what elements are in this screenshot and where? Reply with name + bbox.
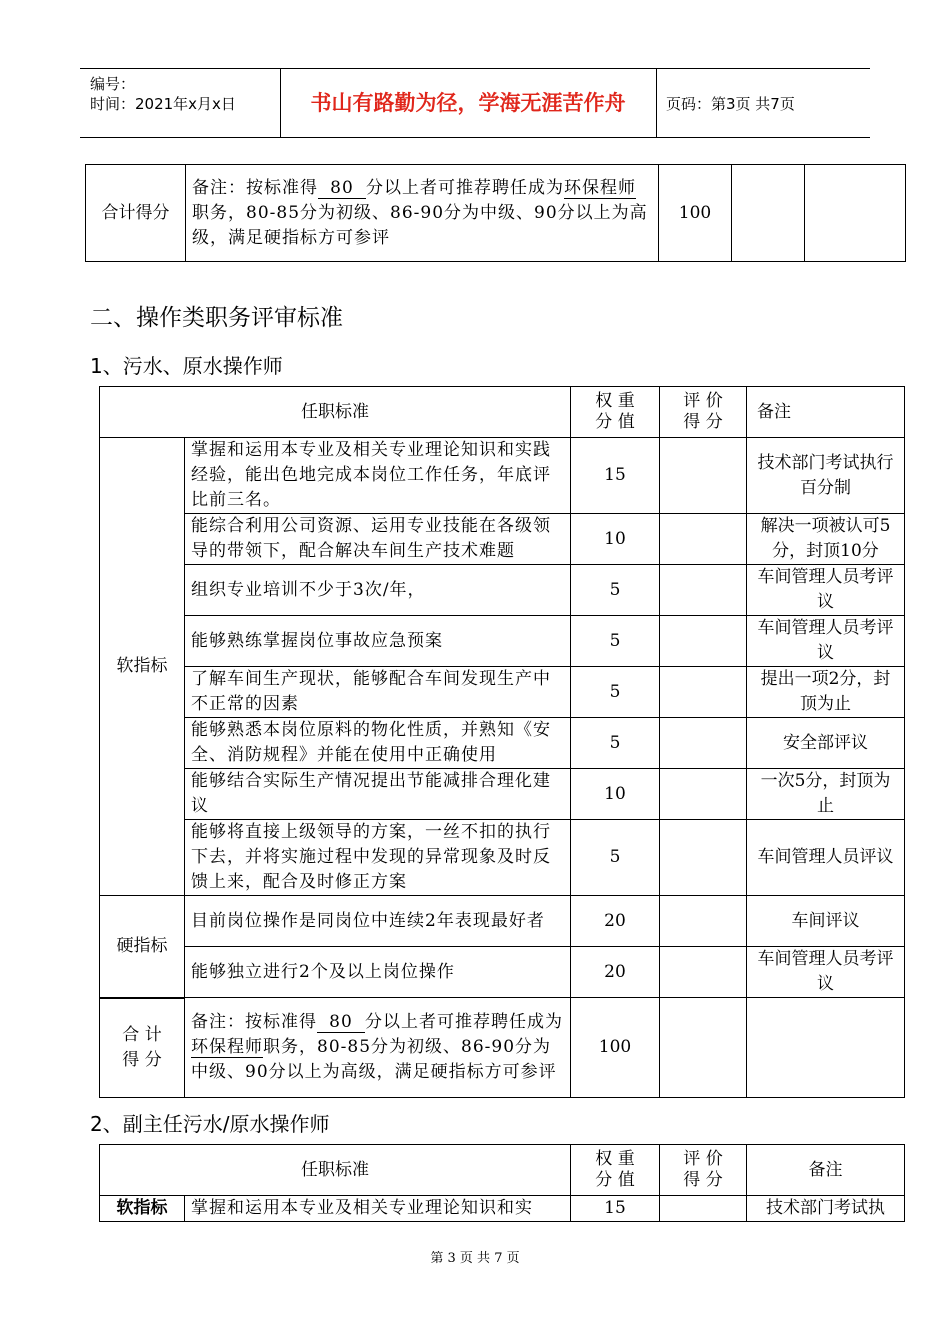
soft-row-8-text: 能够将直接上级领导的方案，一丝不扣的执行下去，并将实施过程中发现的异常现象及时反馈上来，配合及时修正方案 [185, 820, 571, 896]
hard-row-1-text: 目前岗位操作是同岗位中连续2年表现最好者 [185, 896, 571, 947]
t2-header-weight: 权 重 分 值 [571, 1145, 660, 1196]
top-total-note [186, 165, 659, 262]
note-score: 80 [318, 178, 366, 199]
soft-row-2-text: 能综合利用公司资源、运用专业技能在各级领导的带领下，配合解决车间生产技术难题 [185, 514, 571, 565]
subsection-1-title: 1、污水、原水操作师 [90, 354, 283, 378]
soft-row-1-text: 掌握和运用本专业及相关专业理论知识和实践经验，能出色地完成本岗位工作任务，年底评比前三名。 [185, 438, 571, 514]
soft-row-3-score [660, 565, 747, 616]
section-two-title: 二、操作类职务评审标准 [90, 305, 343, 331]
total-remark-cell [747, 998, 905, 1098]
note-mid: 分以上者可推荐聘任成为 [365, 1012, 563, 1032]
hard-row-2-score [660, 947, 747, 998]
soft-row-4-remark: 车间管理人员考评议 [747, 616, 905, 667]
soft-row-3-remark: 车间管理人员考评议 [747, 565, 905, 616]
header-motto: 书山有路勤为径，学海无涯苦作舟 [280, 69, 657, 137]
soft-row-8-weight: 5 [571, 820, 660, 896]
soft-row-5-remark: 提出一项2分，封顶为止 [747, 667, 905, 718]
criteria-table-1 [99, 386, 905, 1098]
soft-row-6-text: 能够熟悉本岗位原料的物化性质，并熟知《安全、消防规程》并能在使用中正确使用 [185, 718, 571, 769]
t2-header-remark: 备注 [747, 1145, 905, 1196]
soft-row-7-remark: 一次5分，封顶为止 [747, 769, 905, 820]
note-mid: 分以上者可推荐聘任成为 [366, 177, 564, 198]
t2-row-1-remark: 技术部门考试执 [747, 1196, 905, 1222]
soft-row-6-weight: 5 [571, 718, 660, 769]
soft-row-1-weight: 15 [571, 438, 660, 514]
header-weight: 权 重 分 值 [571, 387, 660, 438]
soft-row-1-remark: 技术部门考试执行百分制 [747, 438, 905, 514]
doc-number-label: 编号： [90, 75, 136, 93]
total-note [185, 998, 571, 1098]
t2-header-criteria: 任职标准 [100, 1145, 571, 1196]
top-total-remark-cell [805, 165, 906, 262]
top-total-weight: 100 [659, 165, 732, 262]
header-page-info: 页码：第3页 共7页 [666, 95, 795, 113]
note-title: 环保程师 [191, 1037, 263, 1057]
soft-row-4-weight: 5 [571, 616, 660, 667]
soft-row-3-weight: 5 [571, 565, 660, 616]
soft-row-6-score [660, 718, 747, 769]
soft-row-8-remark: 车间管理人员评议 [747, 820, 905, 896]
header-criteria: 任职标准 [100, 387, 571, 438]
total-weight: 100 [571, 998, 660, 1098]
t2-soft-indicator-label: 软指标 [100, 1196, 185, 1222]
soft-row-7-score [660, 769, 747, 820]
soft-indicator-label: 软指标 [100, 438, 185, 896]
header-left [80, 69, 281, 137]
hard-row-1-score [660, 896, 747, 947]
criteria-table-2 [99, 1144, 905, 1222]
page-footer: 第 3 页 共 7 页 [430, 1251, 520, 1266]
soft-row-5-weight: 5 [571, 667, 660, 718]
t2-header-score: 评 价 得 分 [660, 1145, 747, 1196]
t2-row-1-score [660, 1196, 747, 1222]
top-total-score-cell [732, 165, 805, 262]
top-total-label: 合计得分 [86, 165, 186, 262]
soft-row-6-remark: 安全部评议 [747, 718, 905, 769]
soft-row-2-weight: 10 [571, 514, 660, 565]
note-suffix: 职务，80-85分为初级、86-90分为中级、90分以上为高级，满足硬指标方可参评 [192, 202, 648, 248]
page-header [80, 68, 870, 138]
soft-row-4-score [660, 616, 747, 667]
doc-date-label: 时间：2021年x月x日 [90, 95, 236, 113]
header-score: 评 价 得 分 [660, 387, 747, 438]
hard-row-2-weight: 20 [571, 947, 660, 998]
hard-indicator-label: 硬指标 [100, 896, 185, 998]
subsection-2-title: 2、副主任污水/原水操作师 [90, 1112, 330, 1136]
note-score: 80 [317, 1012, 365, 1033]
total-score-cell [660, 998, 747, 1098]
hard-row-2-remark: 车间管理人员考评议 [747, 947, 905, 998]
t2-row-1-text: 掌握和运用本专业及相关专业理论知识和实 [185, 1196, 571, 1222]
soft-row-8-score [660, 820, 747, 896]
total-score-label: 合 计 得 分 [100, 998, 185, 1098]
soft-row-5-text: 了解车间生产现状，能够配合车间发现生产中不正常的因素 [185, 667, 571, 718]
soft-row-7-text: 能够结合实际生产情况提出节能减排合理化建议 [185, 769, 571, 820]
soft-row-5-score [660, 667, 747, 718]
note-title: 环保程师 [564, 177, 636, 198]
note-prefix: 备注：按标准得 [191, 1012, 317, 1032]
note-prefix: 备注：按标准得 [192, 177, 318, 198]
soft-row-4-text: 能够熟练掌握岗位事故应急预案 [185, 616, 571, 667]
soft-row-1-score [660, 438, 747, 514]
hard-row-2-text: 能够独立进行2个及以上岗位操作 [185, 947, 571, 998]
t2-row-1-weight: 15 [571, 1196, 660, 1222]
soft-row-2-score [660, 514, 747, 565]
hard-row-1-weight: 20 [571, 896, 660, 947]
top-total-table [85, 164, 906, 262]
soft-row-2-remark: 解决一项被认可5分，封顶10分 [747, 514, 905, 565]
soft-row-7-weight: 10 [571, 769, 660, 820]
hard-row-1-remark: 车间评议 [747, 896, 905, 947]
note-suffix: 职务，80-85分为初级、86-90分为中级、90分以上为高级，满足硬指标方可参评 [191, 1037, 557, 1082]
header-remark: 备注 [747, 387, 905, 438]
soft-row-3-text: 组织专业培训不少于3次/年， [185, 565, 571, 616]
